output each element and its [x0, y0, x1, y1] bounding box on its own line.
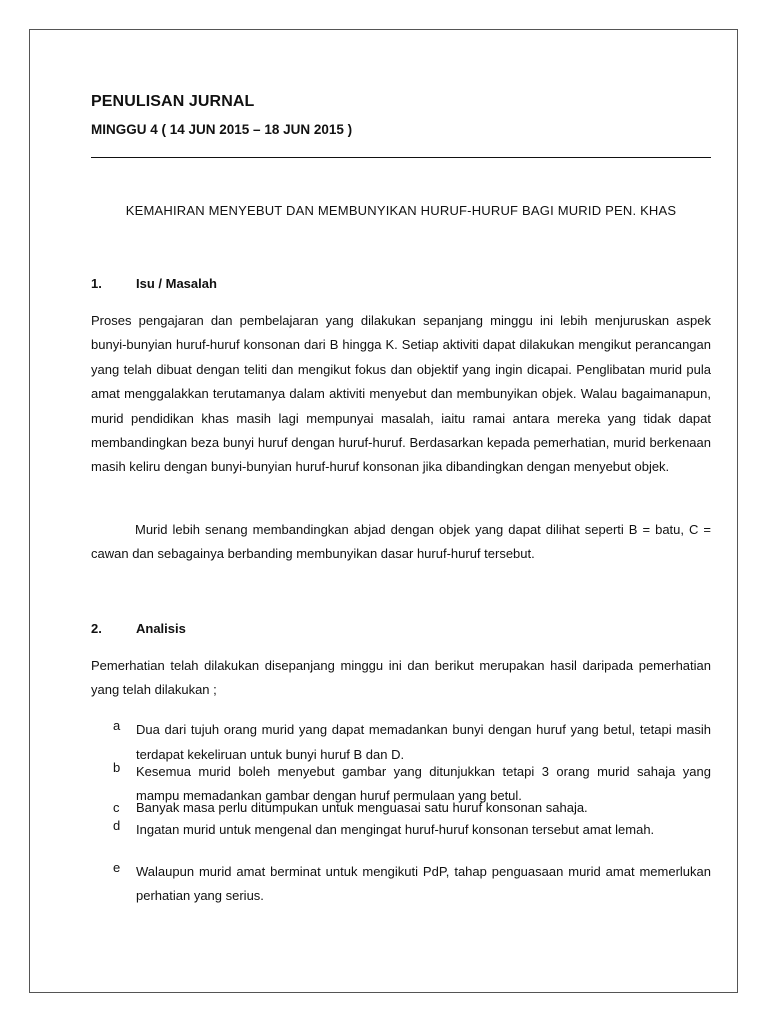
page-border: [29, 29, 738, 993]
list-item: Banyak masa perlu ditumpukan untuk menguasai satu huruf konsonan sahaja.: [136, 800, 588, 815]
list-item-letter: a: [113, 718, 121, 733]
document-title: PENULISAN JURNAL: [91, 93, 255, 110]
horizontal-rule: [91, 157, 711, 158]
list-item-letter: d: [113, 818, 121, 833]
section-1-number: 1.: [91, 276, 102, 291]
section-2-title: Analisis: [136, 621, 186, 636]
list-item-letter: c: [113, 800, 120, 815]
list-item: Dua dari tujuh orang murid yang dapat memadankan bunyi dengan huruf yang betul, tetapi masih terdapat kekeliruan untuk bunyi huruf B dan D.: [136, 722, 711, 762]
topic-heading: KEMAHIRAN MENYEBUT DAN MEMBUNYIKAN HURUF-HURUF BAGI MURID PEN. KHAS: [125, 203, 677, 218]
list-item: Kesemua murid boleh menyebut gambar yang ditunjukkan tetapi 3 orang murid sahaja yang mampu memadankan gambar dengan huruf permulaan yang betul.: [136, 764, 711, 803]
week-heading: MINGGU 4 ( 14 JUN 2015 – 18 JUN 2015 ): [91, 122, 353, 137]
list-item-letter: e: [113, 860, 121, 875]
section-1-paragraph-1: Proses pengajaran dan pembelajaran yang dilakukan sepanjang minggu ini lebih menjuruskan aspek bunyi-bunyian huruf-huruf konsonan dari B hingga K. Setiap aktiviti dapat dilakukan mengikut perancangan yang telah dibuat dengan teliti dan mengikut fokus dan objektif yang ingin dicapai. Penglibatan murid pula amat menggalakkan terutamanya dalam aktiviti menyebut dan membunyikan objek. Walau bagaimanapun, murid pendidikan khas masih lagi mempunyai masalah, iaitu ramai antara mereka yang tidak dapat membandingkan beza bunyi huruf dengan huruf-huruf. Berdasarkan kepada pemerhatian, murid berkenaan masih keliru dengan bunyi-bunyian huruf-huruf konsonan jika dibandingkan dengan menyebut objek.: [91, 313, 711, 475]
section-2-number: 2.: [91, 621, 102, 636]
list-item: Walaupun murid amat berminat untuk mengikuti PdP, tahap penguasaan murid amat memerlukan perhatian yang serius.: [136, 864, 711, 903]
list-item-letter: b: [113, 760, 121, 775]
section-2-intro: Pemerhatian telah dilakukan disepanjang minggu ini dan berikut merupakan hasil daripada pemerhatian yang telah dilakukan ;: [91, 658, 711, 698]
list-item: Ingatan murid untuk mengenal dan mengingat huruf-huruf konsonan tersebut amat lemah.: [136, 822, 655, 837]
section-1-title: Isu / Masalah: [136, 276, 217, 291]
section-1-paragraph-2: Murid lebih senang membandingkan abjad dengan objek yang dapat dilihat seperti B = batu, C = cawan dan sebagainya berbanding membunyikan dasar huruf-huruf tersebut.: [91, 522, 711, 562]
